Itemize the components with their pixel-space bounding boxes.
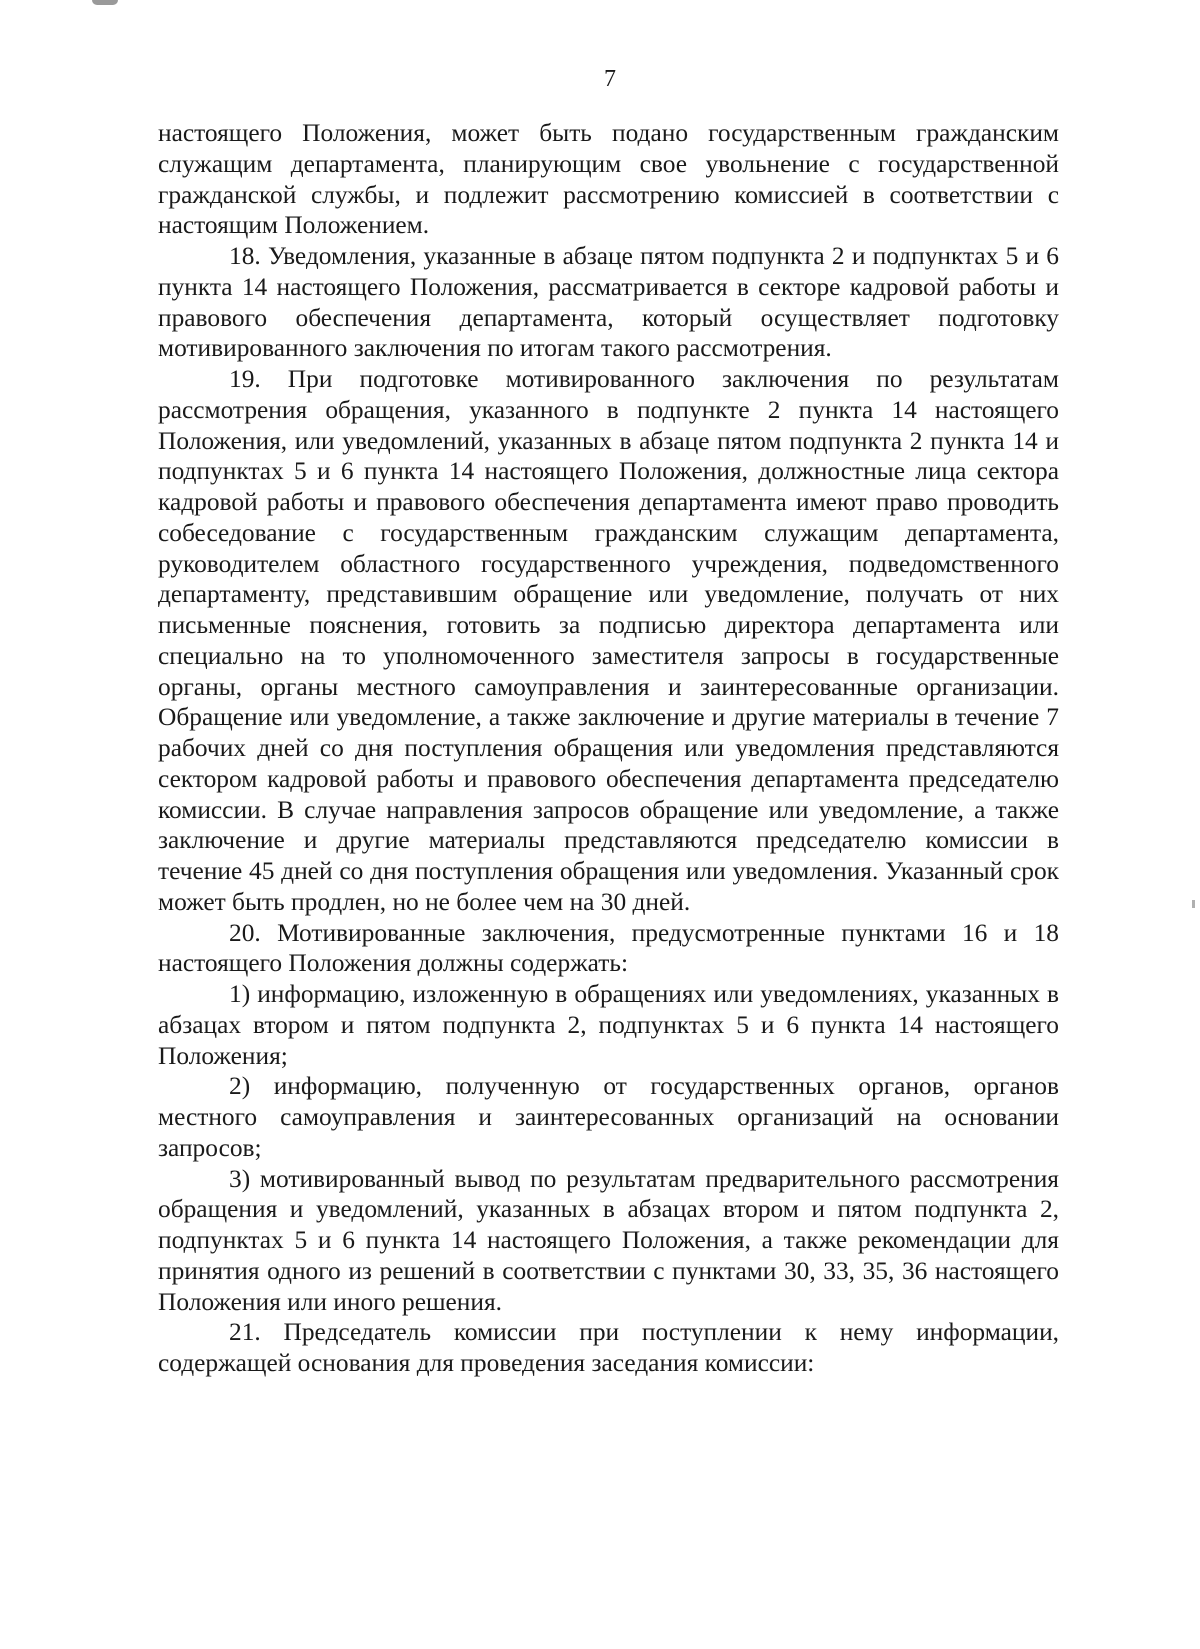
paragraph-20-item-2: 2) информацию, полученную от государственных органов, органов местного самоуправления и заинтересованных организаций на основании запросов; — [158, 1072, 1059, 1162]
paragraph-19: 19. При подготовке мотивированного заключения по результатам рассмотрения обращения, указанного в подпункте 2 пункта 14 настоящего Положения, или уведомлений, указанных в абзаце пятом подпункта 2 пункта 14 и подпунктах 5 и 6 пункта 14 настоящего Положения, должностные лица сектора кадровой работы и правового обеспечения департамента имеют право проводить собеседование с государственным гражданским служащим департамента, руководителем областного государственного учреждения, подведомственного департаменту, представившим обращение или уведомление, получать от них письменные пояснения, готовить за подписью директора департамента или специально на то уполномоченного заместителя запросы в государственные органы, органы местного самоуправления и заинтересованные организации. Обращение или уведомление, а также заключение и другие материалы в течение 7 рабочих дней со дня поступления обращения или уведомления представляются сектором кадровой работы и правового обеспечения департамента председателю комиссии. В случае направления запросов обращение или уведомление, а также заключение и другие материалы представляются председателю комиссии в течение 45 дней со дня поступления обращения или уведомления. Указанный срок может быть продлен, но не более чем на 30 дней. — [158, 365, 1059, 916]
document-body — [158, 118, 1059, 1379]
scan-artifact — [92, 0, 118, 5]
paragraph-20-item-1: 1) информацию, изложенную в обращениях или уведомлениях, указанных в абзацах втором и пятом подпункта 2, подпунктах 5 и 6 пункта 14 настоящего Положения; — [158, 980, 1059, 1070]
paragraph-21: 21. Председатель комиссии при поступлении к нему информации, содержащей основания для проведения заседания комиссии: — [158, 1318, 1059, 1377]
paragraph-20-item-3: 3) мотивированный вывод по результатам предварительного рассмотрения обращения и уведомлений, указанных в абзацах втором и пятом подпункта 2, подпунктах 5 и 6 пункта 14 настоящего Положения, а также рекомендации для принятия одного из решений в соответствии с пунктами 30, 33, 35, 36 настоящего Положения или иного решения. — [158, 1164, 1059, 1316]
scan-artifact — [1192, 900, 1195, 908]
paragraph-continuation: настоящего Положения, может быть подано государственным гражданским служащим департамента, планирующим свое увольнение с государственной гражданской службы, и подлежит рассмотрению комиссией в соответствии с настоящим Положением. — [158, 119, 1059, 240]
paragraph-18: 18. Уведомления, указанные в абзаце пятом подпункта 2 и подпунктах 5 и 6 пункта 14 настоящего Положения, рассматривается в секторе кадровой работы и правового обеспечения департамента, который осуществляет подготовку мотивированного заключения по итогам такого рассмотрения. — [158, 242, 1059, 363]
paragraph-20: 20. Мотивированные заключения, предусмотренные пунктами 16 и 18 настоящего Положения должны содержать: — [158, 918, 1059, 978]
page-number: 7 — [604, 66, 616, 92]
